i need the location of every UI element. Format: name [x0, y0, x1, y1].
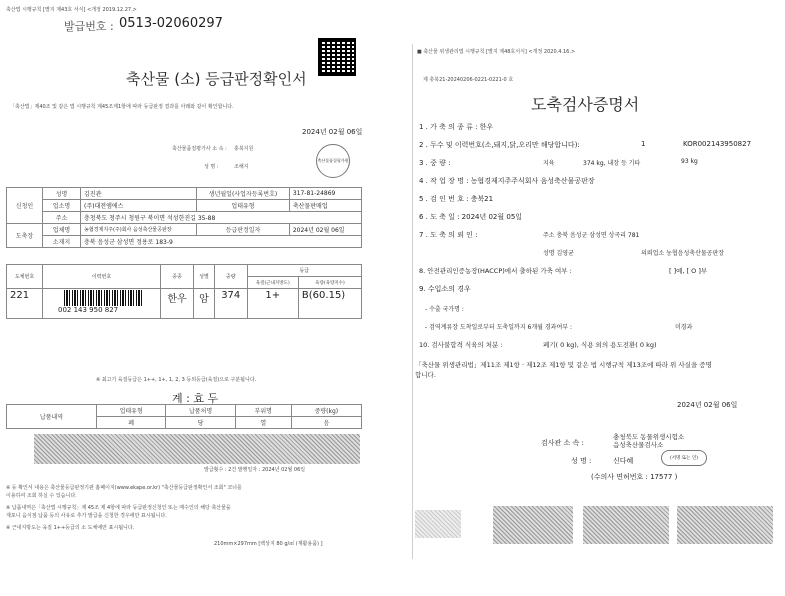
seal-text: 축산물품질평가원	[317, 158, 349, 163]
page-title: 도축검사증명서	[531, 95, 640, 114]
form-header: ■ 축산물 위생관리법 시행규칙 [별지 제48호서식] <개정 2020.4.16.>	[417, 49, 576, 55]
quality-grade: 1+	[247, 289, 298, 319]
org-label: 축산물품질평가사 소 속 :	[172, 146, 227, 152]
barcode-icon	[64, 290, 144, 306]
form-header: 축산법 시행규칙 [별지 제43호 서식] <개정 2019.12.27.>	[6, 7, 137, 13]
page-title: 축산물 (소) 등급판정확인서	[126, 70, 307, 88]
trace-number: 002 143 950 827	[58, 306, 119, 314]
footer-issue: 발급횟수 : 2건 발행일자 : 2024년 02월 06일	[204, 467, 306, 473]
intro-text: 「축산법」제40조 및 같은 법 시행규칙 제45조제1항에 따라 등급판정 결과를 아래와 같이 확인합니다.	[10, 104, 234, 110]
org-value: 충북지원	[234, 146, 254, 152]
name-value: 조해지	[234, 164, 249, 170]
redacted-image-3	[677, 506, 773, 544]
license-number: (수의사 면허번호 : 17577 )	[591, 473, 678, 481]
yield-grade: B(60.15)	[298, 289, 361, 319]
cert-number: 제 충북21-20240206-0221-0221-0 호	[423, 77, 514, 83]
total-label: 계 : 효 두	[172, 392, 219, 405]
redacted-image-2	[583, 506, 669, 544]
cert-date: 2024년 02월 06일	[677, 401, 738, 409]
inspector-name: 신다혜	[613, 457, 634, 465]
paper-spec: 210mm×297mm [백상지 80 g/㎡ (재활용품) ]	[214, 541, 323, 547]
sex: 암	[194, 289, 215, 319]
issue-date: 2024년 02월 06일	[302, 128, 363, 136]
stamp-area	[415, 510, 461, 538]
grading-certificate: 축산법 시행규칙 [별지 제43호 서식] <개정 2019.12.27.> 발급번호 : 0513-02060297 축산물 (소) 등급판정확인서 「축산법」제40조 및 같은 법 시행규칙 제45조제1항에 따라 등급판정 결과를 아래와 같이 확인합니다. 2024년 02월 06일 축산물품질평가사 소 속 : 충북지원 성 명 : 조해지 축산물품질평가원 신청인 성명 김진관 생년월일(사업자등록번호) 317-81-24869 업소명 (주)대전엠에스 업태유형 축산물판매업 주소 충청북도 청주시 청원구 북이면 석성한진길 35-88 도축장 업체명 농협경제지주(주)회사 음성축산물공판장 등급판정일자 2024년 02월 06일 소재지 충북 음성군 삼성면 정용로 183-9 도체번호 이력번호 종종 성별 중량 등급 육질(근내지방도) 육량(육량지수) 221 002 143 950 827 한우 암 374 1+ B(60.15) ※ 최고기 육질등급은 1++, 1+, 1, 2, 3 등외등급(육질)으로 구분됩니다. 계 : 효 두 납품내역 업태유형 납품처명 부위명 중량(kg) 폐 당 열 음 발급횟수 : 2건 발행일자 : 2024년 02월 06일 ※ 등 확인서 내용은 축산물등급판정기관 홈페이지(www.ekape.or.kr) "축산물등급판정확인서 조회" 코너를 이용하여 조회 하실 수 있습니다. ※ 납품내역은「축산법 시행규칙」제 45조 제 4항에 따라 등급판정신청인 또는 매수인의 해당 축산물을 재포니 음식점 납품 등의 사유로 추가 발급을 신청한 경우에만 표시됩니다. ※ 근내지방도는 육질 1++등급의 소 도체에만 표시됩니다. 210mm×297mm [백상지 80 g/㎡ (재활용품) ]	[4, 4, 380, 564]
breed: 한우	[161, 289, 194, 319]
issue-label: 발급번호 :	[64, 20, 114, 33]
grade-note: ※ 최고기 육질등급은 1++, 1+, 1, 2, 3 등외등급(육질)으로 구분됩니다.	[96, 377, 257, 383]
redacted-area	[34, 434, 360, 464]
grade-table: 도체번호 이력번호 종종 성별 중량 등급 육질(근내지방도) 육량(육량지수) 221 002 143 950 827 한우 암 374 1+ B(60.15)	[6, 264, 362, 319]
redacted-image-1	[493, 506, 573, 544]
weight: 374	[214, 289, 247, 319]
issue-number: 0513-02060297	[119, 16, 223, 31]
signature-seal-icon: (서명 또는 인)	[661, 450, 707, 466]
delivery-label: 납품내역	[7, 405, 97, 429]
delivery-table: 납품내역 업태유형 납품처명 부위명 중량(kg) 폐 당 열 음	[6, 404, 362, 429]
applicant-label: 신청인	[7, 188, 43, 224]
name-label: 성 명 :	[204, 164, 219, 170]
official-seal-icon	[316, 144, 350, 178]
inspection-certificate: ■ 축산물 위생관리법 시행규칙 [별지 제48호서식] <개정 2020.4.16.> 제 충북21-20240206-0221-0221-0 호 도축검사증명서 1 . 가 축 의 종 류 : 한우 2 . 두수 및 이력번호(소,돼지,닭,오리만 해당합니다): 1 KOR002143950827 3 . 중 량 : 지육 374 kg, 내장 등 기타 93 kg 4 . 작 업 장 명 : 농협경제지주주식회사 음성축산물공판장 5 . 검 인 번 호 : 충북21 6 . 도 축 일 : 2024년 02월 05일 7 . 도 축 의 뢰 인 : 주소 충북 음성군 삼성면 상곡리 781 성명 김영균 의뢰업소 농협음성축산물공판장 8. 안전관리인증농장(HACCP)에서 출하된 가축 여부 : [ ]예, [ O ]부 9. 수입소의 경우 - 수출 국가명 : - 검역계류장 도착일로부터 도축일까지 6개월 경과여부 : 미경과 10. 검사불합격 식육의 처분 : 폐기( 0 kg), 식용 외의 용도전환( 0 kg) 「축산물 위생관리법」제11조 제1항 · 제12조 제1항 및 같은 법 시행규칙 제13조에 따라 위 사실을 증명 합니다. 2024년 02월 06일 검사관 소 속 : 충청북도 동물위생시험소 음성축산물검사소 성 명 : 신다혜 (서명 또는 인) (수의사 면허번호 : 17577 )	[412, 44, 777, 559]
carcass-number: 221	[7, 289, 43, 319]
qr-code-icon	[318, 38, 356, 76]
butcher-label: 도축장	[7, 224, 43, 248]
info-table: 신청인 성명 김진관 생년월일(사업자등록번호) 317-81-24869 업소명 (주)대전엠에스 업태유형 축산물판매업 주소 충청북도 청주시 청원구 북이면 석성한진길 35-88 도축장 업체명 농협경제지주(주)회사 음성축산물공판장 등급판정일자 2024년 02월 06일 소재지 충북 음성군 삼성면 정용로 183-9	[6, 187, 362, 248]
